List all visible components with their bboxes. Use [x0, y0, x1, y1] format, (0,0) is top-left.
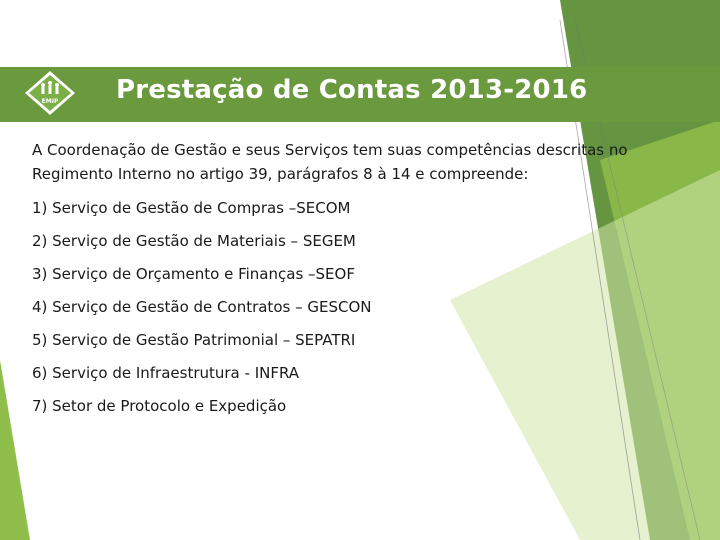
- slide-title: Prestação de Contas 2013-2016: [116, 75, 588, 105]
- deco-left-corner: [0, 360, 30, 540]
- emip-logo-icon: [24, 70, 76, 116]
- logo-text: EMIP: [41, 98, 59, 105]
- list-item: 3) Serviço de Orçamento e Finanças –SEOF: [32, 265, 355, 283]
- services-list: [32, 192, 692, 423]
- list-item: 1) Serviço de Gestão de Compras –SECOM: [32, 199, 351, 217]
- intro-paragraph: A Coordenação de Gestão e seus Serviços tem suas competências descritas no Regimento Interno no artigo 39, parágrafos 8 à 14 e compreende:: [32, 141, 628, 183]
- list-item: 5) Serviço de Gestão Patrimonial – SEPATRI: [32, 331, 356, 349]
- list-item: 6) Serviço de Infraestrutura - INFRA: [32, 364, 300, 382]
- list-item: 7) Setor de Protocolo e Expedição: [32, 397, 287, 415]
- list-item: 2) Serviço de Gestão de Materiais – SEGEM: [32, 232, 356, 250]
- list-item: 4) Serviço de Gestão de Contratos – GESCON: [32, 298, 372, 316]
- slide-content: [32, 138, 692, 423]
